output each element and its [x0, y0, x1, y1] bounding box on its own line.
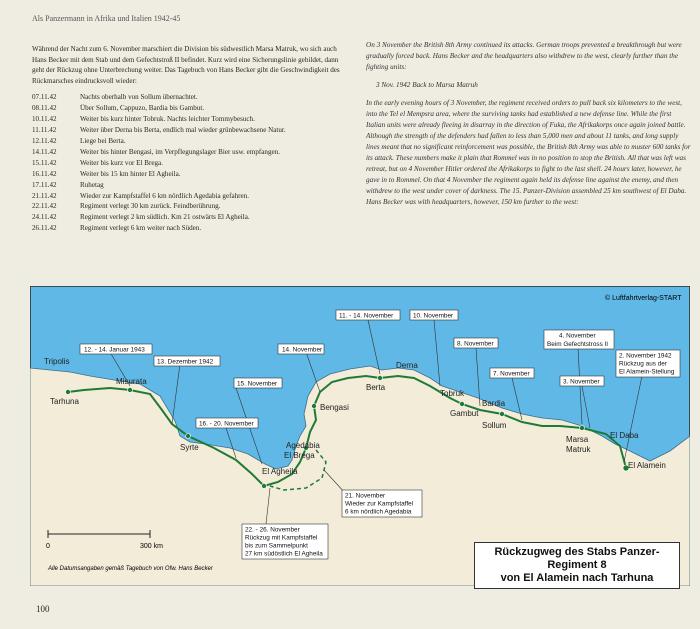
page-number: 100 [36, 604, 50, 614]
label-nov21-line2: Wieder zur Kampfstaffel [345, 500, 414, 508]
diary-text: Ruhetag [80, 180, 104, 189]
diary-entry [32, 103, 352, 114]
diary-list [32, 92, 352, 234]
place-berta: Berta [366, 383, 386, 392]
place-el-agheila: El Agheila [262, 467, 298, 476]
map-svg [30, 286, 690, 586]
english-paragraph-1: On 3 November the British 8th Army continued its attacks. German troops prevented a breakthrough but were gradually forced back. Hans Becker and the headquarters also withdrew to the west, clearly further than the fighting units: [366, 41, 682, 71]
diary-entry [32, 125, 352, 136]
diary-text: Regiment verlegt 30 km zurück. Feindberührung. [80, 202, 221, 211]
diary-date: 24.11.42 [32, 213, 57, 222]
diary-text: Über Sollum, Cappuzo, Bardia bis Gambut. [80, 104, 205, 113]
diary-text: Wieder zur Kampfstaffel 6 km nördlich Agedabia gefahren. [80, 191, 249, 200]
diary-date: 17.11.42 [32, 180, 57, 189]
label-nov22-line4: 27 km südöstlich El Agheila [245, 550, 323, 558]
diary-text: Weiter bis hinter Bengasi, im Verpflegungslager Bier usw. empfangen. [80, 147, 280, 156]
diary-text: Weiter bis kurz hinter Tobruk. Nachts leichter Tommybesuch. [80, 115, 255, 124]
scale-zero: 0 [46, 543, 50, 550]
label-jan: 12. - 14. Januar 1943 [84, 346, 145, 354]
label-nov4-line2: Beim Gefechtstross II [547, 341, 609, 348]
marker-marsa-matruk [580, 426, 585, 431]
place-el-daba: El Daba [610, 431, 639, 440]
marker-berta [378, 376, 383, 381]
label-nov7: 7. November [493, 370, 530, 378]
running-head: Als Panzermann in Afrika und Italien 1942-45 [32, 14, 181, 23]
diary-entry [32, 191, 352, 202]
label-nov2-line1: 2. November 1942 [619, 352, 672, 360]
label-nov21-line3: 6 km nördlich Agedabia [345, 508, 412, 516]
diary-entry [32, 114, 352, 125]
diary-entry [32, 212, 352, 223]
label-nov14: 14. November [282, 346, 323, 354]
marker-syrte [186, 434, 191, 439]
diary-entry [32, 223, 352, 234]
place-agedabia: Agedabia [286, 441, 320, 450]
diary-date: 12.11.42 [32, 137, 57, 145]
place-gambut: Gambut [450, 409, 479, 418]
german-column [32, 44, 352, 234]
label-nov21-line1: 21. November [345, 492, 386, 500]
diary-text: Regiment verlegt 2 km südlich. Km 21 ostwärts El Agheila. [80, 213, 250, 222]
label-nov11-14: 11. - 14. November [339, 312, 394, 320]
diary-text: Weiter bis 15 km hinter El Agheila. [80, 169, 181, 178]
marker-tarhuna [66, 390, 71, 395]
scale-label: 300 km [140, 543, 163, 550]
diary-entry [32, 92, 352, 103]
diary-date: 08.11.42 [32, 104, 57, 113]
label-nov16-20: 16. - 20. November [199, 420, 254, 428]
map-caption [474, 542, 680, 589]
label-nov4-line1: 4. November [559, 332, 596, 340]
diary-date: 14.11.42 [32, 147, 57, 156]
diary-date: 15.11.42 [32, 158, 57, 167]
place-bardia: Bardia [482, 399, 506, 408]
label-dec13: 13. Dezember 1942 [157, 358, 214, 366]
diary-entry [32, 201, 352, 212]
label-nov22-line2: Rückzug mit Kampfstaffel [245, 534, 318, 542]
label-nov10: 10. November [413, 312, 454, 320]
german-intro: Während der Nacht zum 6. November marschiert die Division bis südwestlich Marsa Matruk, wo sich auch Hans Becker mit dem Stab und dem Gefechtstroß II befindet. Kurz wird eine Sicherungslinie gebildet, dann geht der Rückzug ohne Unterbrechung weiter. Das Tagebuch von Hans Becker gibt die Geschwindigkeit des Rückmarsches eindrucksvoll wieder: [32, 45, 340, 85]
place-sollum: Sollum [482, 421, 507, 430]
english-column [366, 40, 691, 208]
diary-date: 26.11.42 [32, 224, 57, 233]
caption-line-2: von El Alamein nach Tarhuna [500, 572, 654, 584]
place-bengasi: Bengasi [320, 403, 349, 412]
label-nov2-line2: Rückzug aus der [619, 360, 667, 368]
place-matruk: Matruk [566, 445, 591, 454]
place-tarhuna: Tarhuna [50, 397, 79, 406]
diary-entry [32, 180, 352, 191]
diary-entry [32, 169, 352, 180]
place-marsa: Marsa [566, 435, 589, 444]
source-note: Alle Datumsangaben gemäß Tagebuch von Ofw. Hans Becker [48, 566, 213, 572]
diary-date: 16.11.42 [32, 169, 57, 178]
diary-date: 22.11.42 [32, 202, 57, 211]
label-nov15: 15. November [237, 380, 278, 388]
place-misurata: Misurata [116, 377, 147, 386]
english-paragraph-2: In the early evening hours of 3 November, the regiment received orders to pull back six kilometers to the west, into the Tel el Mempsra area, where the surviving tanks had established a new defense line. While the first Italian units were already fleeing in disarray in the direction of Fuka, the Afrikakorps once again joined battle. Although the strength of the defenders had fallen to less than 5,000 men and about 11 tanks, and long supply lines meant that no significant reinforcement was possible, the British 8th Army was able to muster 600 tanks for its attack. These numbers make it plain that Rommel was in no position to stop the British. All that was left was retreat, but on 4 November Hitler ordered the Afrikakorps to fight to the last shell. 24 hours later, however, he gave in to Rommel. On that 4 November the regiment again held its defense line against the enemy, and then withdrew to the west under cover of darkness. The 15. Panzer-Division assembled 25 km southwest of El Daba. Hans Becker was with headquarters, however, 150 km further to the west: [366, 99, 691, 206]
marker-gambut [460, 402, 465, 407]
diary-date: 21.11.42 [32, 191, 57, 200]
label-nov8: 8. November [457, 340, 494, 348]
marker-el-agheila [262, 484, 267, 489]
english-subheading: 3 Nov. 1942 Back to Marsa Matruh [376, 81, 478, 89]
place-el-brega: El Brega [284, 451, 315, 460]
marker-misurata [128, 388, 133, 393]
label-nov3: 3. November [563, 378, 600, 386]
diary-entry [32, 136, 352, 147]
diary-date: 11.11.42 [32, 126, 57, 135]
diary-date: 07.11.42 [32, 93, 57, 102]
diary-entry [32, 147, 352, 158]
diary-date: 10.11.42 [32, 115, 57, 124]
diary-text: Weiter bis kurz vor El Brega. [80, 158, 163, 167]
diary-text: Weiter über Derna bis Berta, endlich mal wieder grünbewachsene Natur. [80, 126, 286, 135]
diary-entry [32, 158, 352, 169]
caption-line-1: Rückzugweg des Stabs Panzer-Regiment 8 [494, 546, 660, 571]
place-tobruk: Tobruk [440, 389, 465, 398]
label-nov22-line1: 22. - 26. November [245, 526, 300, 534]
diary-text: Regiment verlegt 6 km weiter nach Süden. [80, 224, 202, 233]
diary-text: Liege bei Berta. [80, 137, 126, 145]
retreat-map [30, 286, 690, 586]
marker-sollum [500, 412, 505, 417]
place-syrte: Syrte [180, 443, 199, 452]
diary-text: Nachts oberhalb von Sollum übernachtet. [80, 93, 198, 102]
place-derna: Derna [396, 361, 418, 370]
marker-bengasi [312, 404, 317, 409]
place-tripolis: Tripolis [44, 357, 70, 366]
place-el-alamein: El Alamein [628, 461, 666, 470]
label-nov22-line3: bis zum Sammelpunkt [245, 542, 308, 550]
label-nov2-line3: El Alamein-Stellung [619, 368, 675, 376]
publisher-credit: © Luftfahrtverlag-START [605, 295, 682, 302]
